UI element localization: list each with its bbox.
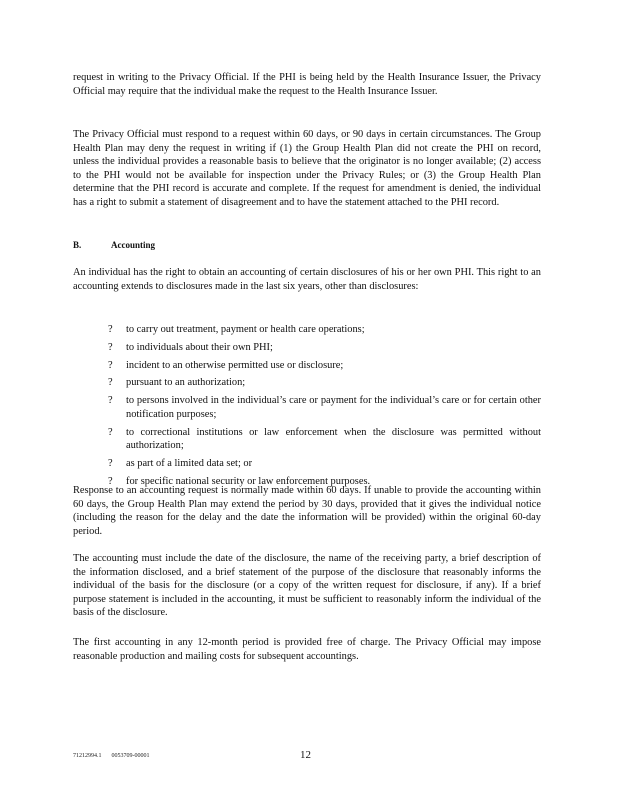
section-title: Accounting: [111, 240, 156, 250]
list-item: ? for specific national security or law enforcement purposes.: [108, 475, 371, 487]
list-item: ? to individuals about their own PHI;: [108, 341, 273, 353]
bullet-marker: ?: [108, 475, 113, 487]
list-item: ? to carry out treatment, payment or health care operations;: [108, 324, 365, 335]
paragraph-privacy-official-response: The Privacy Official must respond to a request within 60 days, or 90 days in certain circumstances. The Group Health Plan may deny the request in writing if (1) the Group Health Plan did not create the PHI on record, unless the individual provides a reasonable basis to believe that the originator is no longer available; (2) access to the PHI would not be available for inspection under the Privacy Rules; or (3) the Group Health Plan determine that the PHI record is accurate and complete. If the request for amendment is denied, the individual has a right to submit a statement of disagreement and to have the statement attached to the PHI record.: [73, 129, 541, 208]
disclosure-exceptions-list: [108, 323, 541, 492]
section-heading: [73, 240, 155, 250]
bullet-marker: ?: [108, 341, 113, 353]
footer-matter-number: 0053709-00001: [111, 753, 150, 759]
footer-doc-id: 71212994.1: [73, 753, 102, 759]
paragraph-response-timing: Response to an accounting request is normally made within 60 days. If unable to provide the accounting within 60 days, the Group Health Plan may extend the period by 30 days, provided that it gives the individual notice (including the reason for the delay and the date the information will be provided) within the original 60-day period.: [73, 485, 541, 537]
paragraph-accounting-right: An individual has the right to obtain an accounting of certain disclosures of his or her own PHI. This right to an accounting extends to disclosures made in the last six years, other than disclosures:: [73, 267, 541, 292]
list-item: ? pursuant to an authorization;: [108, 377, 246, 389]
bullet-marker: ?: [108, 359, 113, 371]
bullet-marker: ?: [108, 377, 113, 389]
paragraph-first-accounting-free: The first accounting in any 12-month period is provided free of charge. The Privacy Official may impose reasonable production and mailing costs for subsequent accountings.: [73, 637, 541, 662]
list-item: ? to correctional institutions or law enforcement when the disclosure was permitted without authorization;: [108, 426, 541, 452]
bullet-marker: ?: [108, 395, 113, 407]
paragraph-accounting-contents: The accounting must include the date of the disclosure, the name of the receiving party, a brief description of the information disclosed, and a brief statement of the purpose of the disclosure that reasonably informs the individual of the basis for the disclosure (or a copy of the written request for disclosure, if any). If a brief purpose statement is included in the accounting, it must be sufficient to reasonably inform the individual of the basis of the disclosure.: [73, 553, 541, 619]
bullet-marker: ?: [108, 324, 113, 335]
footer-document-code: [73, 753, 150, 759]
list-item: ? to persons involved in the individual’s care or payment for the individual’s care or for certain other notification purposes;: [108, 395, 541, 420]
section-number: B.: [73, 240, 82, 250]
bullet-marker: ?: [108, 426, 113, 438]
list-item: ? as part of a limited data set; or: [108, 457, 253, 469]
list-item: ? incident to an otherwise permitted use or disclosure;: [108, 359, 344, 371]
bullet-marker: ?: [108, 457, 113, 469]
paragraph-request-in-writing: request in writing to the Privacy Official. If the PHI is being held by the Health Insurance Issuer, the Privacy Official may require that the individual make the request to the Health Insurance Issuer.: [73, 72, 541, 97]
page-number: 12: [300, 749, 311, 761]
